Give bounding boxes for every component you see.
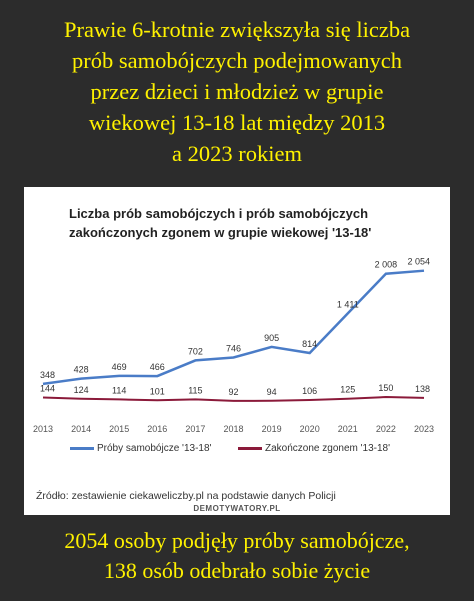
watermark: DEMOTYWATORY.PL xyxy=(193,504,281,513)
deaths-data-label: 144 xyxy=(40,383,56,394)
attempts-data-label: 466 xyxy=(149,362,165,373)
legend-attempts-swatch xyxy=(70,447,94,450)
attempts-data-label: 746 xyxy=(225,343,242,354)
x-tick-label: 2016 xyxy=(147,424,168,434)
x-tick-label: 2020 xyxy=(299,424,320,434)
deaths-data-label: 138 xyxy=(414,383,430,394)
attempts-data-label: 2 054 xyxy=(407,256,430,267)
attempts-data-label: 905 xyxy=(264,332,280,343)
legend-deaths-swatch xyxy=(238,447,262,450)
deaths-data-label: 125 xyxy=(340,384,356,395)
headline: Prawie 6-krotnie zwiększyła się liczba prób samobójczych podejmowanych przez dzieci i młodzież w grupie wiekowej 13-18 lat między 2013 a 2023 rokiem xyxy=(63,17,411,166)
deaths-data-label: 115 xyxy=(188,385,203,396)
deaths-data-label: 106 xyxy=(302,385,318,396)
x-tick-label: 2021 xyxy=(337,424,358,434)
footer-caption: 2054 osoby podjęły próby samobójcze, 138 osób odebrało sobie życie xyxy=(64,528,410,583)
x-tick-label: 2023 xyxy=(413,424,435,434)
attempts-data-label: 1 411 xyxy=(336,299,359,310)
attempts-data-label: 2 008 xyxy=(374,259,398,270)
attempts-data-label: 428 xyxy=(73,364,89,375)
deaths-data-label: 94 xyxy=(266,386,277,397)
series-attempts-line xyxy=(43,271,424,384)
x-tick-label: 2013 xyxy=(32,424,54,434)
deaths-data-label: 114 xyxy=(112,385,127,396)
chart-source: Źródło: zestawienie ciekaweliczby.pl na podstawie danych Policji xyxy=(36,490,336,502)
x-tick-label: 2019 xyxy=(261,424,282,434)
chart-title: Liczba prób samobójczych i prób samobójczych zakończonych zgonem w grupie wiekowej '13-18' xyxy=(69,206,372,240)
attempts-data-label: 814 xyxy=(302,338,318,349)
chart-card xyxy=(24,187,450,515)
deaths-data-label: 92 xyxy=(228,386,239,397)
attempts-data-label: 469 xyxy=(111,361,127,372)
attempts-data-label: 348 xyxy=(40,369,56,380)
legend-attempts-label: Próby samobójcze '13-18' xyxy=(97,443,212,454)
deaths-data-label: 101 xyxy=(149,386,165,397)
legend-attempts xyxy=(70,443,211,454)
attempts-data-label: 702 xyxy=(187,346,203,357)
x-tick-label: 2018 xyxy=(223,424,244,434)
deaths-data-label: 124 xyxy=(73,384,89,395)
x-tick-label: 2022 xyxy=(375,424,396,434)
x-tick-label: 2017 xyxy=(185,424,206,434)
deaths-data-label: 150 xyxy=(378,383,394,394)
series-deaths-line xyxy=(43,397,424,401)
legend-deaths-label: Zakończone zgonem '13-18' xyxy=(265,443,391,454)
x-tick-label: 2015 xyxy=(109,424,130,434)
legend-deaths xyxy=(238,443,390,454)
x-tick-label: 2014 xyxy=(71,424,92,434)
